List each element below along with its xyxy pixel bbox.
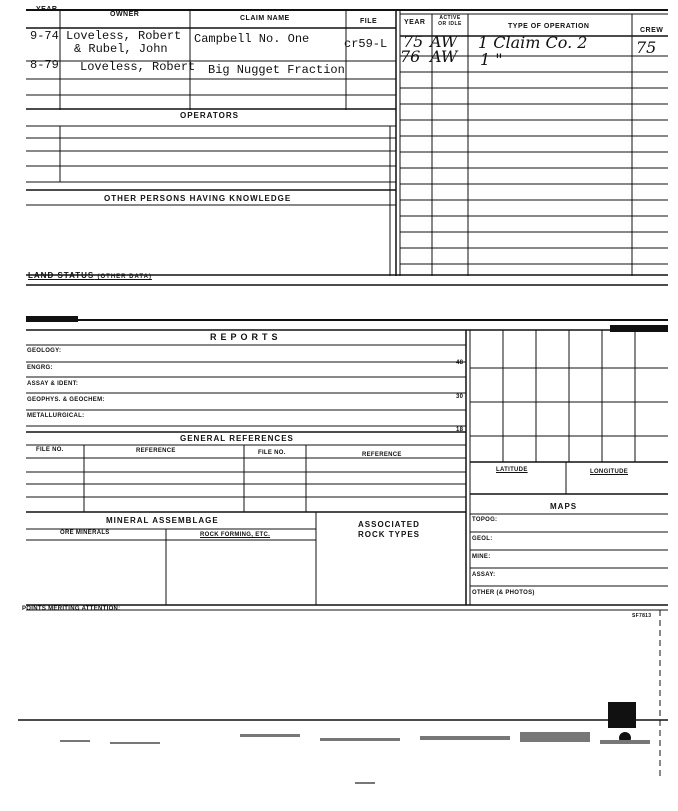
grid-number-48: 48 [456, 360, 464, 366]
header-active-idle: ACTIVE OR IDLE [438, 15, 462, 27]
entry-1-claim: Campbell No. One [194, 32, 310, 46]
entry-1-file: cr59-L [344, 37, 388, 51]
grid-number-18: 18 [456, 427, 464, 433]
header-year-2: YEAR [404, 19, 426, 26]
header-claim-name: CLAIM NAME [240, 15, 290, 22]
points-meriting-attention: POINTS MERITING ATTENTION: [22, 606, 121, 612]
ore-minerals-header: ORE MINERALS [60, 530, 110, 536]
general-references-title: GENERAL REFERENCES [180, 434, 294, 443]
entry-2-owner: & Rubel, John [74, 42, 168, 56]
header-file: FILE [360, 18, 378, 25]
entry-3-owner: Loveless, Robert [80, 60, 196, 74]
op-2-year: 76 [400, 47, 421, 66]
report-geology: GEOLOGY: [27, 348, 62, 354]
report-geophys: GEOPHYS. & GEOCHEM: [27, 397, 105, 403]
maps-mine: MINE: [472, 554, 491, 560]
report-engrg: ENGRG: [27, 365, 53, 371]
op-2-status: AW [430, 47, 458, 66]
rock-types-title: ROCK TYPES [358, 530, 421, 539]
ref-header-reference-2: REFERENCE [362, 452, 402, 458]
other-persons-title: OTHER PERSONS HAVING KNOWLEDGE [104, 194, 292, 203]
op-1-year: 75 [403, 32, 424, 51]
maps-assay: ASSAY: [472, 572, 496, 578]
ref-header-file-no-2: FILE NO. [258, 450, 286, 456]
header-crew: CREW [640, 27, 664, 34]
associated-title: ASSOCIATED [358, 520, 420, 529]
maps-topog: TOPOG: [472, 517, 498, 523]
entry-3-claim: Big Nugget Fraction [208, 63, 345, 77]
mineral-assemblage-title: MINERAL ASSEMBLAGE [106, 516, 219, 525]
land-status-title: LAND STATUS (OTHER DATA) [28, 271, 152, 280]
header-type-of-operation: TYPE OF OPERATION [508, 23, 590, 30]
entry-3-year: 8-79 [30, 58, 59, 72]
entry-1-owner: Loveless, Robert [66, 29, 182, 43]
maps-geol: GEOL: [472, 536, 493, 542]
maps-title: MAPS [550, 502, 578, 511]
op-2-type: 1 " [480, 50, 503, 69]
header-owner: OWNER [110, 11, 140, 18]
reports-title: REPORTS [210, 332, 282, 342]
report-assay: ASSAY & IDENT: [27, 381, 79, 387]
ref-header-reference-1: REFERENCE [136, 448, 176, 454]
form-number: SF7813 [632, 613, 652, 619]
operators-title: OPERATORS [180, 111, 239, 120]
entry-1-year: 9-74 [30, 29, 59, 43]
grid-number-30: 30 [456, 394, 464, 400]
ref-header-file-no-1: FILE NO. [36, 447, 64, 453]
maps-other: OTHER (& PHOTOS) [472, 590, 535, 596]
header-year: YEAR [36, 6, 58, 13]
longitude-label: LONGITUDE [590, 469, 629, 475]
report-metallurgical: METALLURGICAL: [27, 413, 85, 419]
op-1-crew: 75 [636, 38, 657, 57]
op-1-type: 1 Claim Co. 2 [478, 33, 588, 52]
op-1-status: AW [430, 32, 458, 51]
latitude-label: LATITUDE [496, 467, 528, 473]
rock-forming-header: ROCK FORMING, ETC. [200, 532, 271, 538]
